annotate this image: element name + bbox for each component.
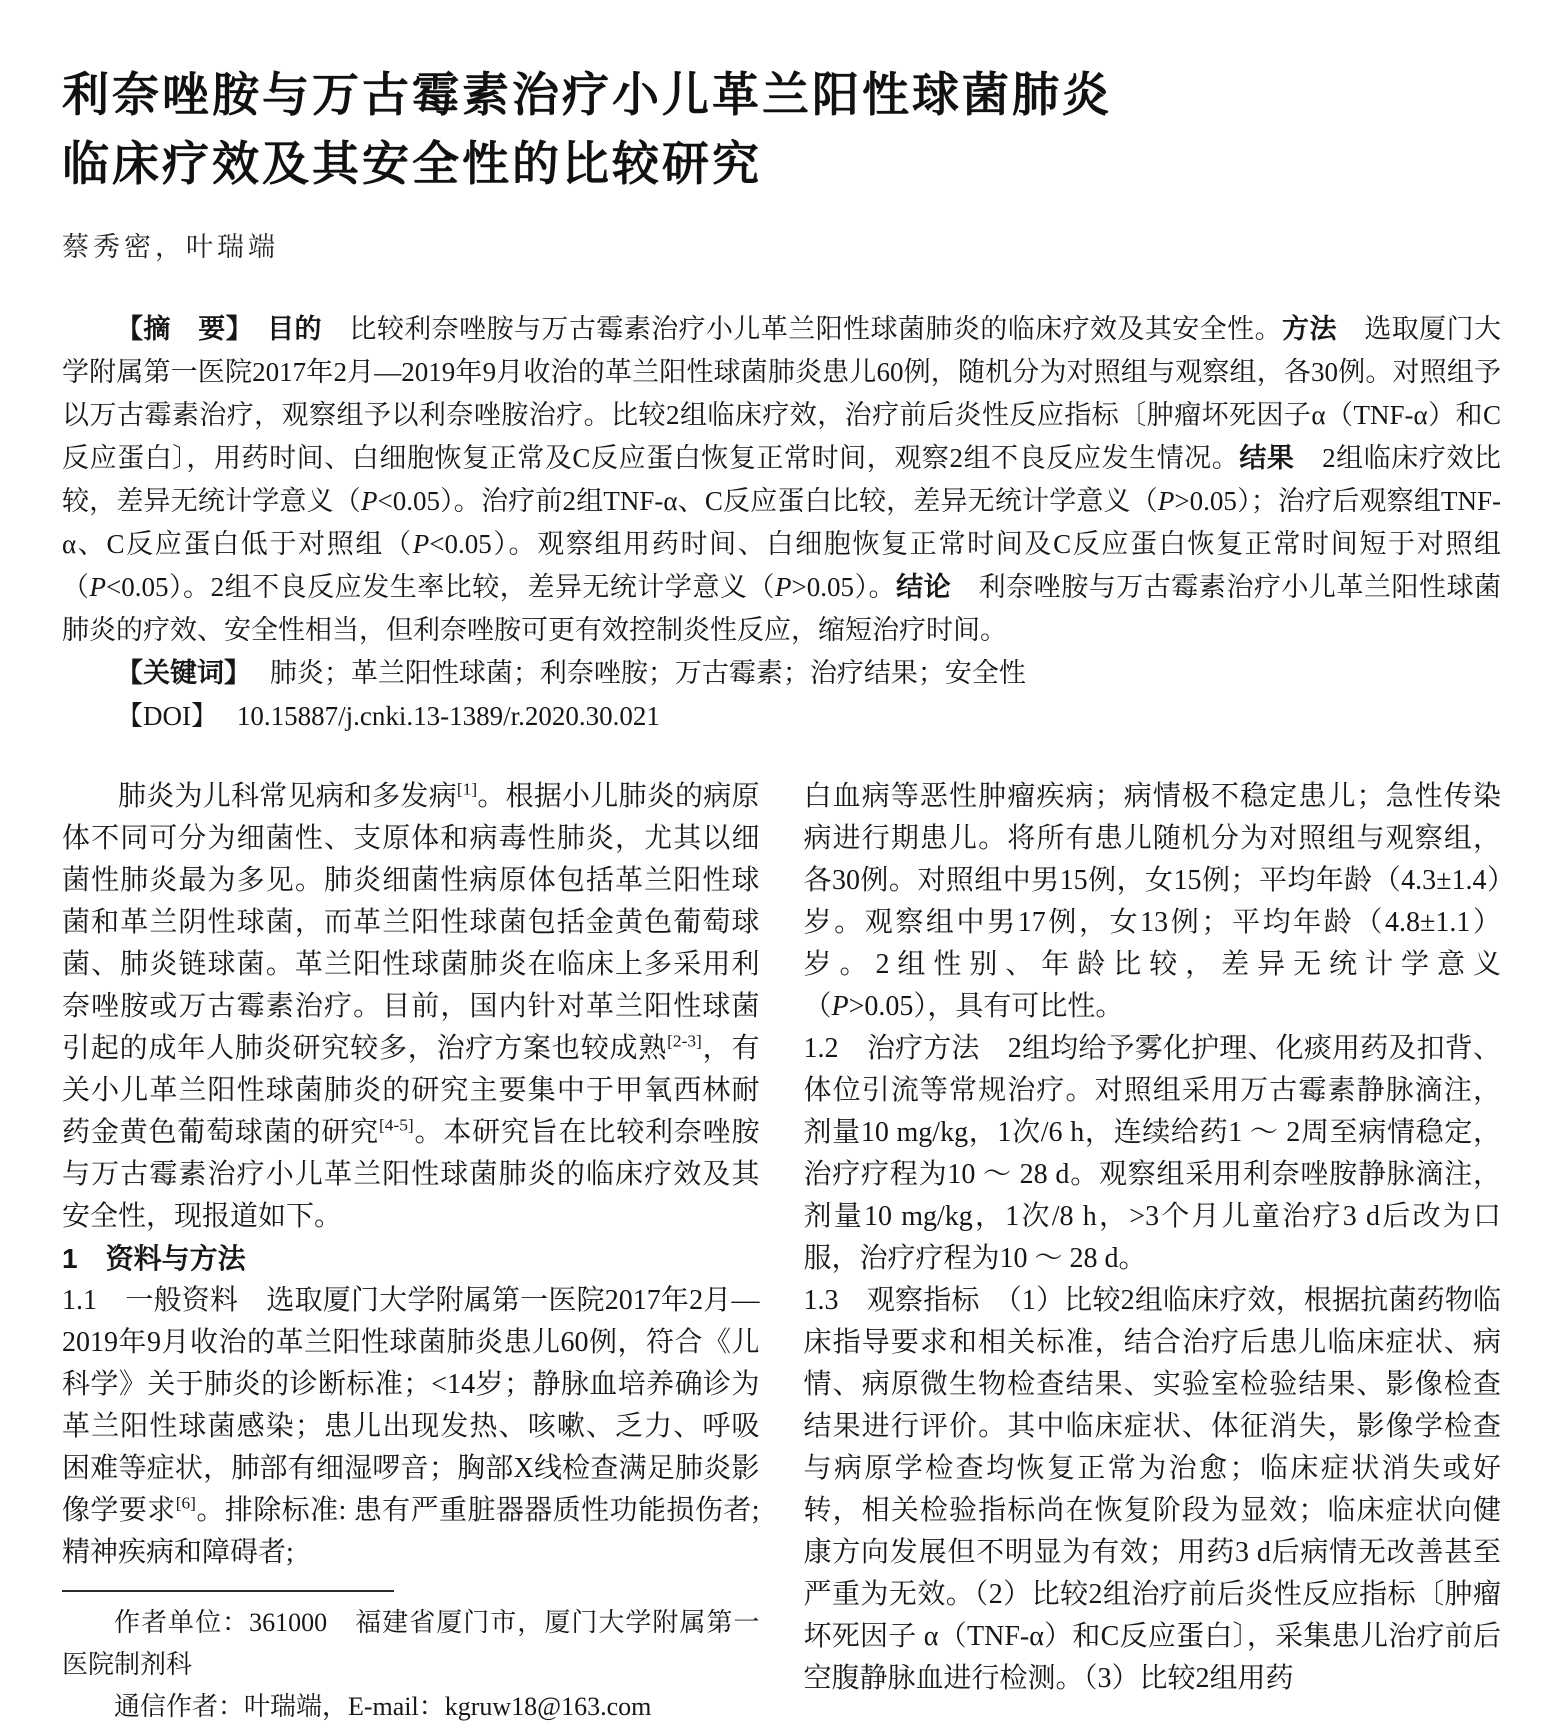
title-line-1: 利奈唑胺与万古霉素治疗小儿革兰阳性球菌肺炎	[62, 70, 1112, 122]
title-line-2: 临床疗效及其安全性的比较研究	[62, 139, 762, 191]
footnote-divider	[62, 1590, 394, 1592]
doi-label: 【DOI】	[116, 701, 218, 731]
section-1-3-paragraph: 1.3 观察指标 （1）比较2组临床疗效，根据抗菌药物临床指导要求和相关标准，结合治疗后患儿临床症状、病情、病原微生物检查结果、实验室检验结果、影像检查结果进行评价。其中临床症状、体征消失，影像学检查与病原学检查均恢复正常为治愈；临床症状消失或好转，相关检验指标尚在恢复阶段为显效；临床症状向健康方向发展但不明显为有效；用药3 d后病情无改善甚至严重为无效。（2）比较2组治疗前后炎性反应指标〔肿瘤坏死因子 α（TNF-α）和C反应蛋白〕，采集患儿治疗前后空腹静脉血进行检测。（3）比较2组用药	[803, 1285, 1501, 1694]
abstract-block	[62, 308, 1501, 738]
paper-title	[62, 62, 1501, 200]
right-column	[804, 776, 1502, 1728]
correspondence-note: 通信作者：叶瑞端，E-mail：kgruw18@163.com	[114, 1692, 652, 1721]
keywords-line	[62, 652, 1501, 695]
section-1-1-paragraph: 1.1 一般资料 选取厦门大学附属第一医院2017年2月—2019年9月收治的革兰阳性球菌肺炎患儿60例，符合《儿科学》关于肺炎的诊断标准；<14岁；静脉血培养确诊为革兰阳性球菌感染；患儿出现发热、咳嗽、乏力、呼吸困难等症状，肺部有细湿啰音；胸部X线检查满足肺炎影像学要求[6]。排除标准: 患有严重脏器器质性功能损伤者; 精神疾病和障碍者;	[62, 1285, 760, 1568]
abstract-paragraph: 【摘 要】 目的 比较利奈唑胺与万古霉素治疗小儿革兰阳性球菌肺炎的临床疗效及其安全性。方法 选取厦门大学附属第一医院2017年2月—2019年9月收治的革兰阳性球菌肺炎患儿60例，随机分为对照组与观察组，各30例。对照组予以万古霉素治疗，观察组予以利奈唑胺治疗。比较2组临床疗效，治疗前后炎性反应指标〔肿瘤坏死因子α（TNF-α）和C反应蛋白〕，用药时间、白细胞恢复正常及C反应蛋白恢复正常时间，观察2组不良反应发生情况。结果 2组临床疗效比较，差异无统计学意义（P<0.05）。治疗前2组TNF-α、C反应蛋白比较，差异无统计学意义（P>0.05）；治疗后观察组TNF-α、C反应蛋白低于对照组（P<0.05）。观察组用药时间、白细胞恢复正常时间及C反应蛋白恢复正常时间短于对照组（P<0.05）。2组不良反应发生率比较，差异无统计学意义（P>0.05）。结论 利奈唑胺与万古霉素治疗小儿革兰阳性球菌肺炎的疗效、安全性相当，但利奈唑胺可更有效控制炎性反应，缩短治疗时间。	[62, 314, 1502, 645]
left-column	[62, 776, 760, 1728]
authors: 蔡秀密，叶瑞端	[62, 232, 279, 262]
intro-paragraph: 肺炎为儿科常见病和多发病[1]。根据小儿肺炎的病原体不同可分为细菌性、支原体和病毒性肺炎，尤其以细菌性肺炎最为多见。肺炎细菌性病原体包括革兰阳性球菌和革兰阴性球菌，而革兰阳性球菌包括金黄色葡萄球菌、肺炎链球菌。革兰阳性球菌肺炎在临床上多采用利奈唑胺或万古霉素治疗。目前，国内针对革兰阳性球菌引起的成年人肺炎研究较多，治疗方案也较成熟[2-3]，有关小儿革兰阳性球菌肺炎的研究主要集中于甲氧西林耐药金黄色葡萄球菌的研究[4-5]。本研究旨在比较利奈唑胺与万古霉素治疗小儿革兰阳性球菌肺炎的临床疗效及其安全性，现报道如下。	[62, 779, 760, 1232]
continuation-paragraph: 白血病等恶性肿瘤疾病；病情极不稳定患儿；急性传染病进行期患儿。将所有患儿随机分为对照组与观察组，各30例。对照组中男15例，女15例；平均年龄（4.3±1.4）岁。观察组中男17例，女13例；平均年龄（4.8±1.1）岁。2组性别、年龄比较，差异无统计学意义（P>0.05），具有可比性。	[803, 781, 1501, 1022]
section-1-heading: 1 资料与方法	[62, 1243, 246, 1274]
footnote	[62, 1602, 760, 1728]
doi-line	[62, 695, 1501, 738]
keywords-label: 【关键词】	[116, 658, 251, 688]
section-1-2-paragraph: 1.2 治疗方法 2组均给予雾化护理、化痰用药及扣背、体位引流等常规治疗。对照组采用万古霉素静脉滴注，剂量10 mg/kg，1次/6 h，连续给药1 ～ 2周至病情稳定，治疗疗程为10 ～ 28 d。观察组采用利奈唑胺静脉滴注，剂量10 mg/kg，1次/8 h，>3个月儿童治疗3 d后改为口服，治疗疗程为10 ～ 28 d。	[803, 1033, 1501, 1274]
two-column-body	[62, 776, 1501, 1728]
affiliation-note: 作者单位：361000 福建省厦门市，厦门大学附属第一医院制剂科	[62, 1608, 760, 1679]
keywords-text: 肺炎；革兰阳性球菌；利奈唑胺；万古霉素；治疗结果；安全性	[269, 658, 1026, 688]
doi-text: 10.15887/j.cnki.13-1389/r.2020.30.021	[236, 701, 660, 731]
